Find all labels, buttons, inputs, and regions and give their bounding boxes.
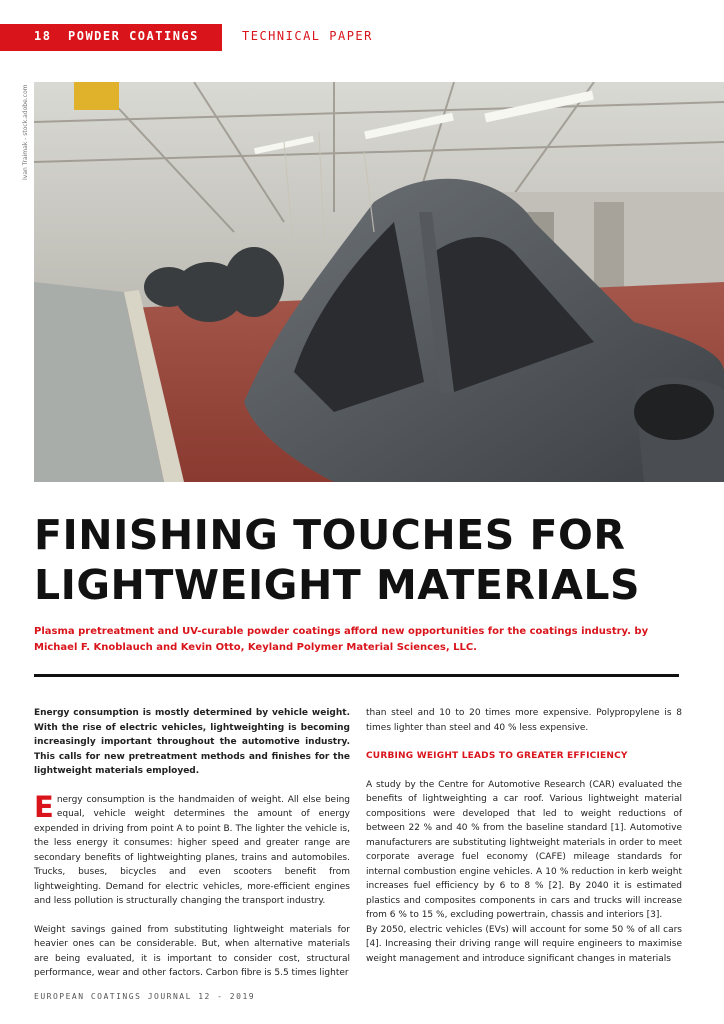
section-label: POWDER COATINGS xyxy=(68,29,199,43)
section-subheading: CURBING WEIGHT LEADS TO GREATER EFFICIENCY xyxy=(366,751,628,761)
journal-footer: EUROPEAN COATINGS JOURNAL 12 - 2019 xyxy=(34,992,256,1001)
body-paragraph: Weight savings gained from substituting lightweight materials for heavier ones can be considerable. But, when alternative materials are being evaluated, it is important to consider cost, structural performance, wear and other factors. Carbon fibre is 5.5 times lighter xyxy=(34,924,350,978)
car-factory-illustration xyxy=(34,82,724,482)
body-paragraph: By 2050, electric vehicles (EVs) will account for some 50 % of all cars [4]. Increasing their driving range will require engineers to maximise weight management and introduce significant changes in materials xyxy=(366,924,682,964)
article-title: FINISHING TOUCHES FOR LIGHTWEIGHT MATERIALS xyxy=(34,511,641,609)
intro-paragraph: Energy consumption is mostly determined by vehicle weight. With the rise of electric vehicles, lightweighting is becoming increasingly important throughout the automotive industry. This calls for new pretreatment methods and finishes for the lightweight materials employed. xyxy=(34,708,350,776)
body-paragraph: A study by the Centre for Automotive Research (CAR) evaluated the benefits of lightweighting a car roof. Various lightweight material compositions were developed that led to weight reductions of between 22 % and 40 % from the baseline standard [1]. Automotive manufacturers are substituting lightweight materials in order to meet corporate average fuel economy (CAFE) mileage standards for internal combustion engine vehicles. A 10 % reduction in kerb weight increases fuel efficiency by 6 to 8 % [2]. By 2040 it is estimated plastics and composites components in cars and trucks will increase from 6 % to 15 %, excluding powertrain, chassis and interiors [3]. xyxy=(366,779,682,920)
hero-photo xyxy=(34,82,724,482)
body-paragraph: than steel and 10 to 20 times more expensive. Polypropylene is 8 times lighter than steel and 40 % less expensive. xyxy=(366,708,682,733)
drop-cap: E xyxy=(34,789,54,824)
section-tag: TECHNICAL PAPER xyxy=(242,29,373,43)
photo-credit: Ivan Traimak - stock.adobe.com xyxy=(22,84,29,180)
page-number: 18 xyxy=(34,29,52,43)
column-right xyxy=(366,706,682,980)
title-divider xyxy=(34,674,679,677)
article-subtitle: Plasma pretreatment and UV-curable powder coatings afford new opportunities for the coatings industry. by Michael F. Knoblauch and Kevin Otto, Keyland Polymer Material Sciences, LLC. xyxy=(34,626,649,653)
section-header-bar xyxy=(0,24,222,51)
body-paragraph-text: nergy consumption is the handmaiden of weight. All else being equal, vehicle weight determines the amount of energy expended in driving from point A to point B. The lighter the vehicle is, the less energy it consumes: higher speed and greater range are secondary benefits of lightweighting planes, trains and automobiles. Trucks, buses, bicycles and even scooters benefit from lightweighting. Demand for electric vehicles, more-efficient engines and less pollution is structurally changing the transport industry. xyxy=(34,794,350,906)
column-left xyxy=(34,706,350,995)
body-paragraph xyxy=(34,789,350,909)
